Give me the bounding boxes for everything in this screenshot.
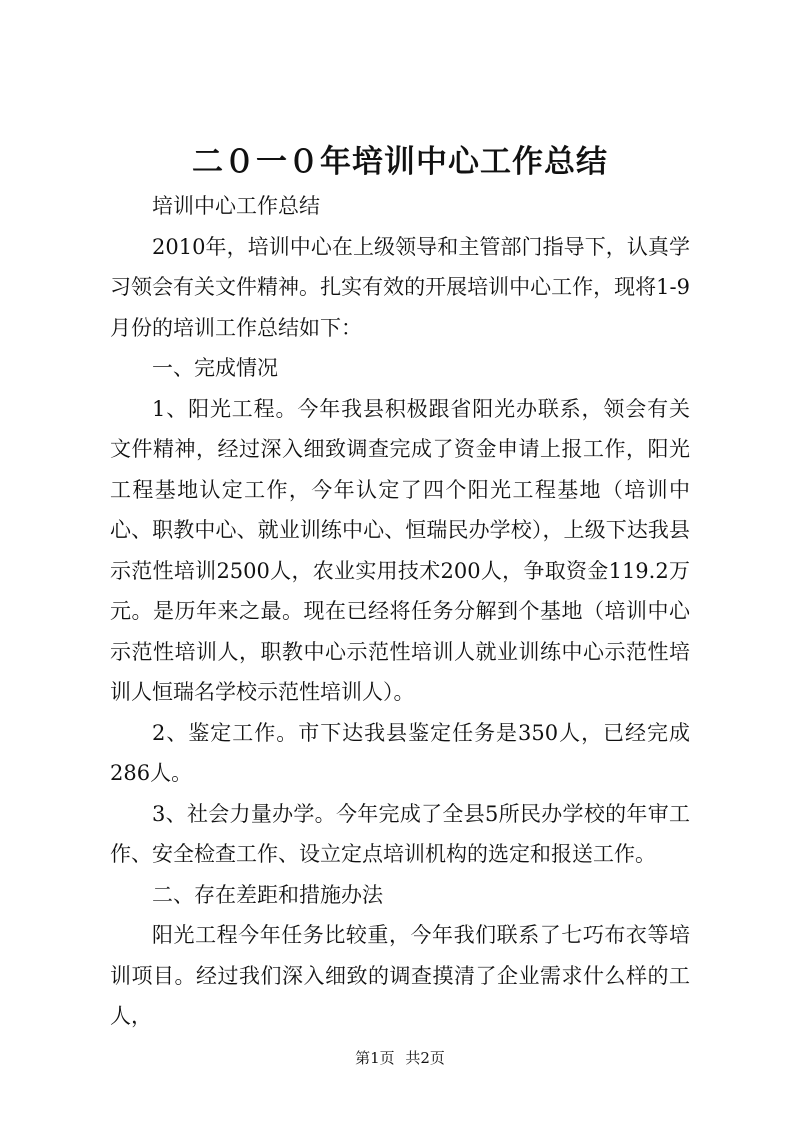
document-title: 二０一０年培训中心工作总结 xyxy=(192,144,608,180)
paragraph-social-schools: 3、社会力量办学。今年完成了全县5所民办学校的年审工作、安全检查工作、设立定点培训机构的选定和报送工作。 xyxy=(110,801,690,866)
paragraph-appraisal-work: 2、鉴定工作。市下达我县鉴定任务是350人，已经完成286人。 xyxy=(110,720,690,785)
paragraph-intro: 2010年，培训中心在上级领导和主管部门指导下，认真学习领会有关文件精神。扎实有效的开展培训中心工作，现将1-9月份的培训工作总结如下： xyxy=(110,234,690,340)
section-heading-completion: 一、完成情况 xyxy=(152,356,278,380)
page-total: 共2页 xyxy=(405,1049,445,1067)
document-body xyxy=(110,186,690,1037)
paragraph-subtitle: 培训中心工作总结 xyxy=(152,194,320,218)
paragraph-sunshine-project: 1、阳光工程。今年我县积极跟省阳光办联系，领会有关文件精神，经过深入细致调查完成了资金申请上报工作，阳光工程基地认定工作，今年认定了四个阳光工程基地（培训中心、职教中心、就业训练中心、恒瑞民办学校），上级下达我县示范性培训2500人，农业实用技术200人，争取资金119.2万元。是历年来之最。现在已经将任务分解到个基地（培训中心示范性培训人，职教中心示范性培训人就业训练中心示范性培训人恒瑞名学校示范性培训人）。 xyxy=(110,396,690,704)
section-heading-gaps: 二、存在差距和措施办法 xyxy=(152,882,383,907)
paragraph-gaps-detail: 阳光工程今年任务比较重，今年我们联系了七巧布衣等培训项目。经过我们深入细致的调查摸清了企业需求什么样的工人， xyxy=(110,923,690,1028)
page-number: 第1页 xyxy=(355,1049,395,1067)
page-footer xyxy=(0,1048,800,1068)
